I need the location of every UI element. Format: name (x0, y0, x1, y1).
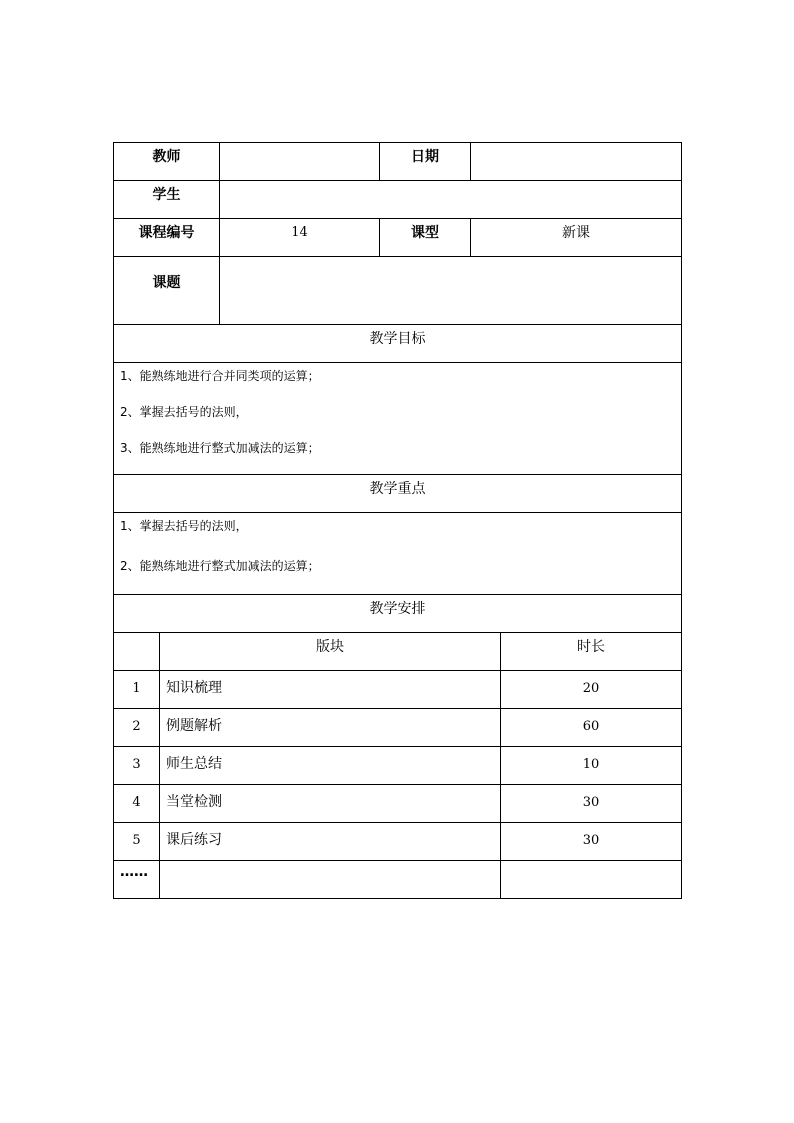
row-block: 知识梳理 (160, 671, 501, 709)
date-label: 日期 (380, 143, 471, 181)
row-duration: 60 (501, 709, 682, 747)
course-no-value: 14 (220, 219, 380, 257)
table-row (114, 747, 682, 785)
key-points-title: 教学重点 (114, 475, 682, 513)
list-item: 1、掌握去括号的法则， (120, 519, 248, 533)
table-row (114, 823, 682, 861)
table-row (114, 785, 682, 823)
schedule-title: 教学安排 (114, 595, 682, 633)
row-number: 2 (114, 709, 160, 747)
list-item: 2、能熟练地进行整式加减法的运算； (120, 559, 320, 573)
row-number: 3 (114, 747, 160, 785)
row-duration: 30 (501, 823, 682, 861)
col-duration-header: 时长 (501, 633, 682, 671)
row-block: 例题解析 (160, 709, 501, 747)
topic-label: 课题 (114, 257, 220, 325)
objectives-title: 教学目标 (114, 325, 682, 363)
teacher-label: 教师 (114, 143, 220, 181)
row-block: 当堂检测 (160, 785, 501, 823)
row-block (160, 861, 501, 899)
list-item: 1、能熟练地进行合并同类项的运算； (120, 369, 320, 383)
course-no-label: 课程编号 (114, 219, 220, 257)
row-duration: 10 (501, 747, 682, 785)
topic-value[interactable] (220, 257, 682, 325)
lesson-info-table (113, 142, 682, 633)
date-value[interactable] (471, 143, 682, 181)
objectives-list (114, 363, 682, 475)
row-block: 师生总结 (160, 747, 501, 785)
list-item: 2、掌握去括号的法则， (120, 405, 248, 419)
course-type-value: 新课 (471, 219, 682, 257)
row-block: 课后练习 (160, 823, 501, 861)
col-block-header: 版块 (160, 633, 501, 671)
key-points-list (114, 513, 682, 595)
row-number: 4 (114, 785, 160, 823)
schedule-header-no (114, 633, 160, 671)
list-item: 3、能熟练地进行整式加减法的运算； (120, 441, 320, 455)
ellipsis-cell: …… (114, 861, 160, 899)
row-number: 1 (114, 671, 160, 709)
table-row (114, 709, 682, 747)
row-number: 5 (114, 823, 160, 861)
student-label: 学生 (114, 181, 220, 219)
row-duration: 20 (501, 671, 682, 709)
teacher-value[interactable] (220, 143, 380, 181)
schedule-table (113, 632, 682, 899)
course-type-label: 课型 (380, 219, 471, 257)
student-value[interactable] (220, 181, 682, 219)
table-row (114, 671, 682, 709)
table-row (114, 861, 682, 899)
row-duration (501, 861, 682, 899)
row-duration: 30 (501, 785, 682, 823)
